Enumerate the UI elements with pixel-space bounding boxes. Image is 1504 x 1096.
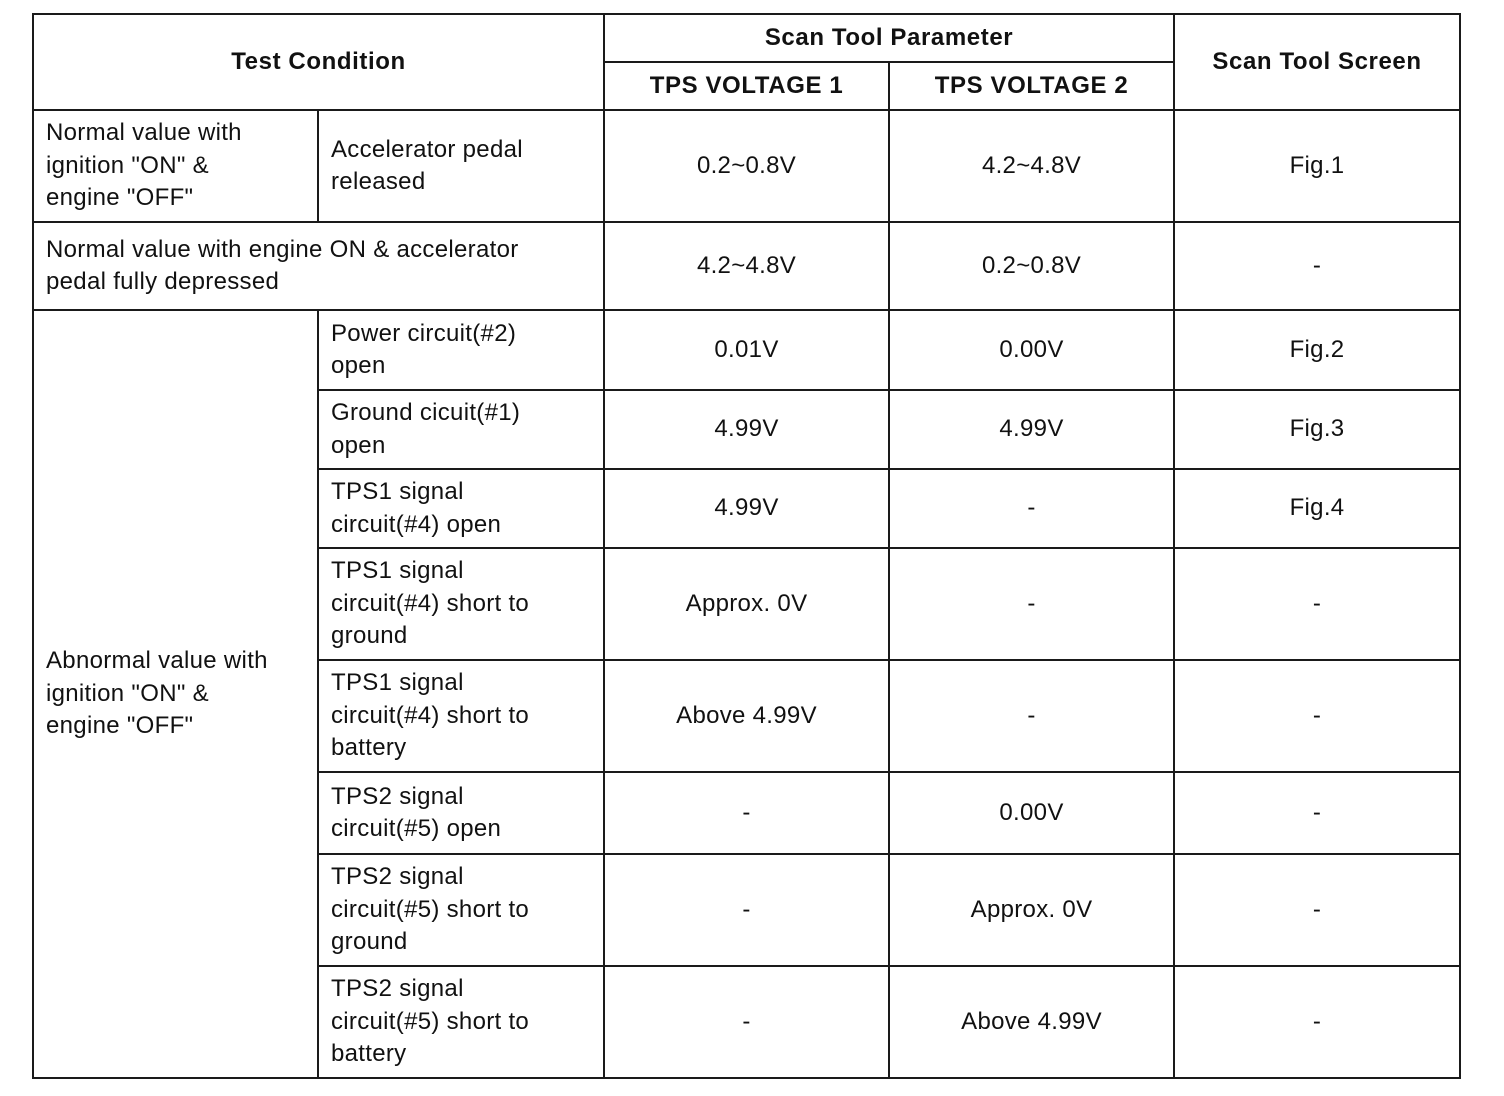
table-row (33, 222, 1460, 310)
tps-voltage-2-cell: Approx. 0V (889, 854, 1174, 966)
tps-voltage-2-cell: 0.00V (889, 310, 1174, 390)
condition-cell: TPS1 signal circuit(#4) open (318, 469, 604, 548)
tps-voltage-1-cell: Above 4.99V (604, 660, 889, 772)
tps-voltage-1-cell: 0.01V (604, 310, 889, 390)
scan-tool-screen-cell: - (1174, 772, 1460, 854)
scan-tool-screen-cell: Fig.2 (1174, 310, 1460, 390)
tps-voltage-1-cell: 4.2~4.8V (604, 222, 889, 310)
scan-tool-screen-cell: - (1174, 660, 1460, 772)
scan-tool-screen-cell: Fig.4 (1174, 469, 1460, 548)
tps-voltage-2-cell: - (889, 469, 1174, 548)
scan-tool-screen-cell: - (1174, 222, 1460, 310)
tps-voltage-1-cell: 4.99V (604, 390, 889, 469)
tps-voltage-2-cell: - (889, 548, 1174, 660)
condition-cell: TPS1 signal circuit(#4) short to battery (318, 660, 604, 772)
tps-voltage-1-cell: - (604, 772, 889, 854)
header-tps-voltage-1: TPS VOLTAGE 1 (604, 62, 889, 110)
condition-cell-wide: Normal value with engine ON & accelerator pedal fully depressed (33, 222, 604, 310)
header-tps-voltage-2: TPS VOLTAGE 2 (889, 62, 1174, 110)
tps-voltage-1-cell: Approx. 0V (604, 548, 889, 660)
condition-cell: TPS1 signal circuit(#4) short to ground (318, 548, 604, 660)
group-normal-ignition-on: Normal value with ignition "ON" & engine "OFF" (33, 110, 318, 222)
tps-voltage-2-cell: 0.2~0.8V (889, 222, 1174, 310)
header-scan-tool-parameter: Scan Tool Parameter (604, 14, 1174, 62)
condition-cell: Ground cicuit(#1) open (318, 390, 604, 469)
tps-voltage-table (32, 13, 1461, 1079)
scan-tool-screen-cell: - (1174, 966, 1460, 1078)
tps-voltage-2-cell: 4.2~4.8V (889, 110, 1174, 222)
scan-tool-screen-cell: - (1174, 854, 1460, 966)
condition-cell: TPS2 signal circuit(#5) open (318, 772, 604, 854)
table-row (33, 110, 1460, 222)
group-abnormal-ignition-on: Abnormal value with ignition "ON" & engine "OFF" (33, 310, 318, 1078)
condition-cell: TPS2 signal circuit(#5) short to ground (318, 854, 604, 966)
scan-tool-screen-cell: Fig.1 (1174, 110, 1460, 222)
condition-cell: Power circuit(#2) open (318, 310, 604, 390)
tps-voltage-1-cell: - (604, 854, 889, 966)
tps-voltage-1-cell: 4.99V (604, 469, 889, 548)
header-scan-tool-screen: Scan Tool Screen (1174, 14, 1460, 110)
scan-tool-screen-cell: Fig.3 (1174, 390, 1460, 469)
tps-voltage-2-cell: Above 4.99V (889, 966, 1174, 1078)
condition-cell: TPS2 signal circuit(#5) short to battery (318, 966, 604, 1078)
header-row-top (33, 14, 1460, 62)
table-row (33, 310, 1460, 390)
tps-voltage-2-cell: 0.00V (889, 772, 1174, 854)
tps-voltage-2-cell: - (889, 660, 1174, 772)
tps-voltage-1-cell: 0.2~0.8V (604, 110, 889, 222)
condition-cell: Accelerator pedal released (318, 110, 604, 222)
tps-voltage-1-cell: - (604, 966, 889, 1078)
header-test-condition: Test Condition (33, 14, 604, 110)
scan-tool-screen-cell: - (1174, 548, 1460, 660)
tps-voltage-2-cell: 4.99V (889, 390, 1174, 469)
